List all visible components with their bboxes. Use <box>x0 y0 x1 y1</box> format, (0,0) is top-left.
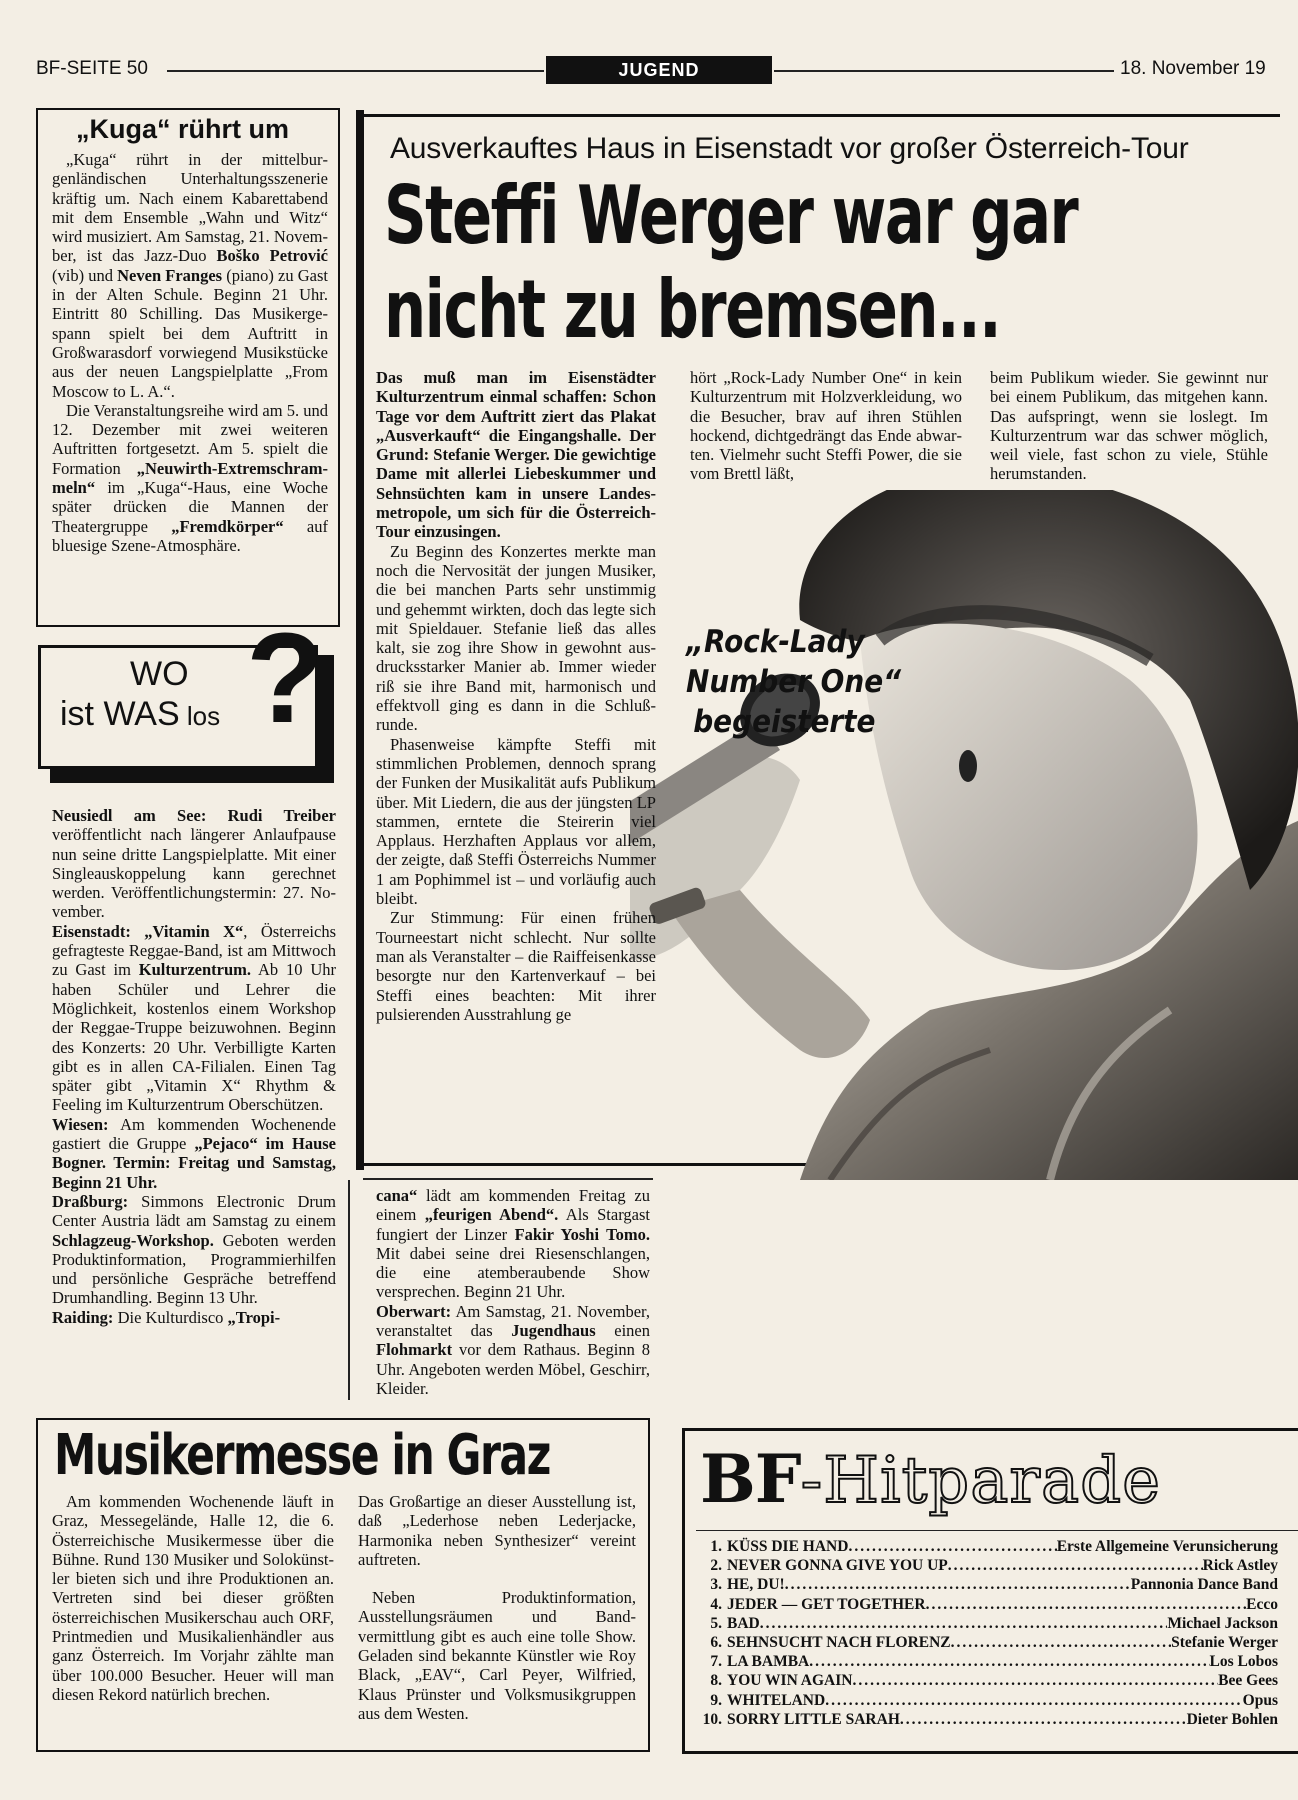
hit-title: LA BAMBA <box>727 1653 810 1671</box>
events-left-text <box>52 806 336 1327</box>
issue-date: 18. November 19 <box>1120 58 1266 79</box>
steffi-headline-line2: nicht zu bremsen... <box>384 263 1001 356</box>
hit-artist: Los Lobos <box>1209 1653 1278 1671</box>
hit-title: WHITELAND <box>727 1691 826 1709</box>
steffi-paragraph-3: Zur Stimmung: Für einen frühen Tourneestart nicht schlecht. Nur sollte man als Veranstalter – die Raiffeisenkasse besorgte nur den Kartenverkauf – bei Steffi eines beachten: Mit ihrer pulsierenden Ausstrahlung ge <box>376 908 656 1024</box>
hit-rank: 5. <box>710 1614 722 1632</box>
events-top-rule <box>363 1178 653 1180</box>
section-label: JUGEND <box>618 59 700 80</box>
hitparade-title <box>700 1440 1161 1518</box>
hit-title: HE, DU! <box>727 1576 785 1594</box>
column-divider <box>348 1180 350 1400</box>
hit-artist: Stefanie Werger <box>1171 1634 1278 1652</box>
event-oberwart: Oberwart: Am Samstag, 21. November, veranstaltet das Jugendhaus einen Flohmarkt vor dem Rathaus. Beginn 8 Uhr. Angeboten werden Möbel, Geschirr, Kleider. <box>376 1301 650 1398</box>
hit-leader-dots <box>948 1556 1203 1575</box>
hitparade-title-rest: -Hitparade <box>800 1444 1161 1518</box>
hit-rank: 2. <box>710 1557 722 1575</box>
hitparade-entry <box>700 1595 1278 1614</box>
logo-wo: WO <box>130 655 189 693</box>
hit-title: BAD <box>727 1614 760 1632</box>
musikmesse-col2 <box>358 1492 636 1723</box>
hit-artist: Ecco <box>1246 1595 1278 1613</box>
hitparade-entry <box>700 1633 1278 1652</box>
hit-leader-dots <box>852 1671 1218 1690</box>
hit-title: SORRY LITTLE SARAH <box>727 1710 900 1728</box>
earring <box>959 750 977 782</box>
hit-leader-dots <box>825 1691 1242 1710</box>
face-shape <box>860 624 1198 970</box>
hit-rank: 7. <box>710 1653 722 1671</box>
musikmesse-title: Musikermesse in Graz <box>54 1423 550 1488</box>
hitparade-entry <box>700 1614 1278 1633</box>
caption-line-2: Number One“ <box>686 664 902 700</box>
caption-line-1: „Rock-Lady <box>686 624 865 660</box>
hitparade-entry <box>700 1537 1278 1556</box>
steffi-frame-shadow <box>356 110 364 1170</box>
hit-rank: 3. <box>710 1576 722 1594</box>
kuga-text <box>52 150 328 555</box>
event-raiding: Raiding: Die Kulturdisco „Tropi- <box>52 1307 281 1327</box>
kuga-title: „Kuga“ rührt um <box>76 114 289 144</box>
caption-line-3: begeisterte <box>693 704 876 740</box>
steffi-headline-line1: Steffi Werger war gar <box>384 169 1078 262</box>
hit-leader-dots <box>785 1575 1131 1594</box>
musikmesse-col2-p2: Neben Produktinformation, Ausstellungsräumen und Bandvermittlung gibt es auch eine tolle Show. Geladen sind bekannte Künstler wie Roy Black, „EAV“, Carl Peyer, Wilfried, Klaus Prünster und Volksmusikgruppen aus dem Westen. <box>358 1588 636 1723</box>
events-mid-text <box>376 1186 650 1398</box>
hitparade-title-bf: BF <box>700 1440 801 1518</box>
hit-rank: 6. <box>710 1634 722 1652</box>
hit-artist: Dieter Bohlen <box>1186 1710 1278 1728</box>
hit-artist: Rick Astley <box>1202 1557 1278 1575</box>
hit-leader-dots <box>926 1595 1247 1614</box>
steffi-paragraph-2: Phasenweise kämpfte Steffi mit stimmlichen Problemen, dennoch sprang der Funken der Musikalität aufs Publikum über. Mit Liedern, die aus der jüngsten LP stammen, erntete die Steirerin viel Applaus. Herzhaften Applaus vor allem, der zeigte, daß Steffi Österreichs Nummer 1 am Pophimmel ist – und vorläufig auch bleibt. <box>376 734 656 909</box>
logo-ist-was-los: ist WAS los <box>60 695 221 733</box>
wo-ist-was-los-logo <box>38 607 336 785</box>
hit-rank: 8. <box>710 1672 722 1690</box>
header-rule-right <box>774 70 1114 72</box>
hit-title: KÜSS DIE HAND <box>727 1538 849 1555</box>
musikmesse-col1: Am kommenden Wochenende läuft in Graz, Messegelände, Halle 12, die 6. Österreichische Musikermesse über die Bühne. Rund 130 Musiker und Solokünstler bieten sich und ihre Produktionen an. Vertreten sind bei dieser größten österreichischen Musikerschau auch ORF, Printmedien und Musikalienhändler aus ganz Österreich. Im Vorjahr zählte man über 100.000 Besucher. Heuer will man diesen Rekord natürlich brechen. <box>52 1492 334 1704</box>
hitparade-list <box>700 1537 1278 1729</box>
event-raiding-cont: cana“ lädt am kommenden Freitag zu einem „feurigen Abend“. Als Stargast fungiert der Linzer Fakir Yoshi Tomo. Mit dabei seine drei Riesenschlangen, die eine atemberaubende Show versprechen. Beginn 21 Uhr. <box>376 1186 650 1302</box>
forearm-shape <box>670 890 870 1058</box>
hit-leader-dots <box>900 1710 1187 1729</box>
section-banner <box>546 56 772 84</box>
steffi-body-col1 <box>376 368 656 1024</box>
steffi-photo <box>630 490 1298 1180</box>
hitparade-entry <box>700 1710 1278 1729</box>
event-wiesen: Wiesen: Am kommenden Wochenende gastiert die Gruppe „Pejaco“ im Hause Bogner. Termin: Freitag und Samstag, Beginn 21 Uhr. <box>52 1114 336 1192</box>
hit-leader-dots <box>809 1652 1209 1671</box>
hit-rank: 10. <box>702 1710 722 1728</box>
logo-question-mark: ? <box>246 607 325 750</box>
steffi-body-col2: hört „Rock-Lady Number One“ in kein Kulturzentrum mit Holzverkleidung, wo die Besucher, brav auf ihren Stühlen hockend, dichtgedrängt das Ende abwarten. Vielmehr sucht Steffi Power, die sie vom Brettl läßt, <box>690 368 962 484</box>
hit-leader-dots <box>848 1537 1056 1556</box>
page-label: BF-SEITE 50 <box>36 58 148 79</box>
hit-rank: 1. <box>710 1538 722 1555</box>
hitparade-rule <box>696 1530 1298 1531</box>
steffi-lead: Das muß man im Eisenstädter Kulturzentrum einmal schaffen: Schon Tage vor dem Auftritt ziert das Plakat „Ausverkauft“ die Eingangshalle. Der Grund: Stefanie Werger. Die gewichtige Dame mit allerlei Liebeskummer und Sehnsüchten kam in unsere Landesmetropole, um sich für die Österreich-Tour einzusingen. <box>376 368 657 542</box>
steffi-photo-caption <box>686 622 901 742</box>
musikmesse-col2-p1: Das Großartige an dieser Ausstellung ist, daß „Lederhose neben Lederjacke, Harmonika neben Synthesizer“ vereint auftreten. <box>358 1492 636 1569</box>
header-rule-left <box>167 70 544 72</box>
steffi-body-col3: beim Publikum wieder. Sie gewinnt nur bei einem Publikum, das mitgehen kann. Das aufspringt, wenn sie loslegt. Im Kulturzentrum war das schwer möglich, weil viele, fast schon zu viele, Stühle herumstanden. <box>990 368 1268 484</box>
kuga-paragraph-2: Die Veranstaltungsreihe wird am 5. und 12. Dezember mit zwei weiteren Auftritten fortgesetzt. Am 5. spielt die Formation „Neuwirth-Extremschrammeln“ im „Kuga“-Haus, eine Woche später drücken die Mannen der Theatergruppe „Fremdkörper“ auf bluesige Szene-Atmosphäre. <box>52 400 328 555</box>
hit-title: JEDER — GET TOGETHER <box>727 1595 926 1613</box>
hitparade-entry <box>700 1652 1278 1671</box>
event-neusiedl: Neusiedl am See: Rudi Treiber veröffentlicht nach längerer Anlaufpause nun seine dritte Langspielplatte. Mit einer Singleauskoppelung kann gerechnet werden. Veröffentlichungstermin: 27. November. <box>52 806 336 922</box>
steffi-paragraph-1: Zu Beginn des Konzertes merkte man noch die Nervosität der jungen Musiker, die bei manchen Parts sehr unstimmig und gehemmt wirkten, doch das legte sich mit Spieldauer. Stefanie ließ das alles kalt, sie zog ihre Show in gewohnt ausdrucksstarker Manier ab. Immer wieder riß sie ihre Band mit, harmonisch und effektvoll ging es dann in die Schlußrunde. <box>376 541 656 735</box>
hit-leader-dots <box>760 1614 1168 1633</box>
hit-leader-dots <box>951 1633 1171 1652</box>
kuga-paragraph-1: „Kuga“ rührt in der mittelburgenländischen Unterhaltungsszenerie kräftig um. Nach einem Kabarettabend mit dem Ensemble „Wahn und Witz“ wird musiziert. Am Samstag, 21. November, ist das Jazz-Duo Boško Petrović (vib) und Neven Franges (piano) zu Gast in der Alten Schule. Beginn 21 Uhr. Eintritt 80 Schilling. Das Musikergespann spielt bei dem Auftritt in Großwarasdorf vorwiegend Musikstücke aus der neuen Langspielplatte „From Moscow to L. A.“. <box>52 150 328 401</box>
hit-artist: Pannonia Dance Band <box>1130 1576 1278 1594</box>
hit-title: SEHNSUCHT NACH FLORENZ <box>727 1634 951 1652</box>
hit-rank: 4. <box>710 1595 722 1613</box>
hit-artist: Opus <box>1242 1691 1278 1709</box>
hit-artist: Michael Jackson <box>1167 1614 1278 1632</box>
hit-title: NEVER GONNA GIVE YOU UP <box>727 1557 948 1575</box>
event-eisenstadt: Eisenstadt: „Vitamin X“, Österreichs gefragteste Reggae-Band, ist am Mittwoch zu Gast im Kulturzentrum. Ab 10 Uhr haben Schüler und Lehrer die Möglichkeit, kostenlos einem Workshop der Reggae-Truppe beizuwohnen. Beginn des Konzerts: 20 Uhr. Verbilligte Karten gibt es in allen CA-Filialen. Einen Tag später gibt „Vitamin X“ Rhythm & Feeling im Kulturzentrum Oberschützen. <box>52 921 336 1115</box>
hit-title: YOU WIN AGAIN <box>727 1672 853 1690</box>
hitparade-entry <box>700 1556 1278 1575</box>
steffi-kicker: Ausverkauftes Haus in Eisenstadt vor großer Österreich-Tour <box>390 132 1189 165</box>
hitparade-entry <box>700 1691 1278 1710</box>
hitparade-entry <box>700 1575 1278 1594</box>
hit-rank: 9. <box>710 1691 722 1709</box>
hit-artist: Erste Allgemeine Verunsicherung <box>1056 1538 1278 1555</box>
event-drassburg: Draßburg: Simmons Electronic Drum Center Austria lädt am Samstag zu einem Schlagzeug-Workshop. Geboten werden Produktinformation, Programmierhilfen und persönliche Gespräche betreffend Drumhandling. Beginn 13 Uhr. <box>52 1191 336 1308</box>
hitparade-entry <box>700 1671 1278 1690</box>
hit-artist: Bee Gees <box>1218 1672 1278 1690</box>
